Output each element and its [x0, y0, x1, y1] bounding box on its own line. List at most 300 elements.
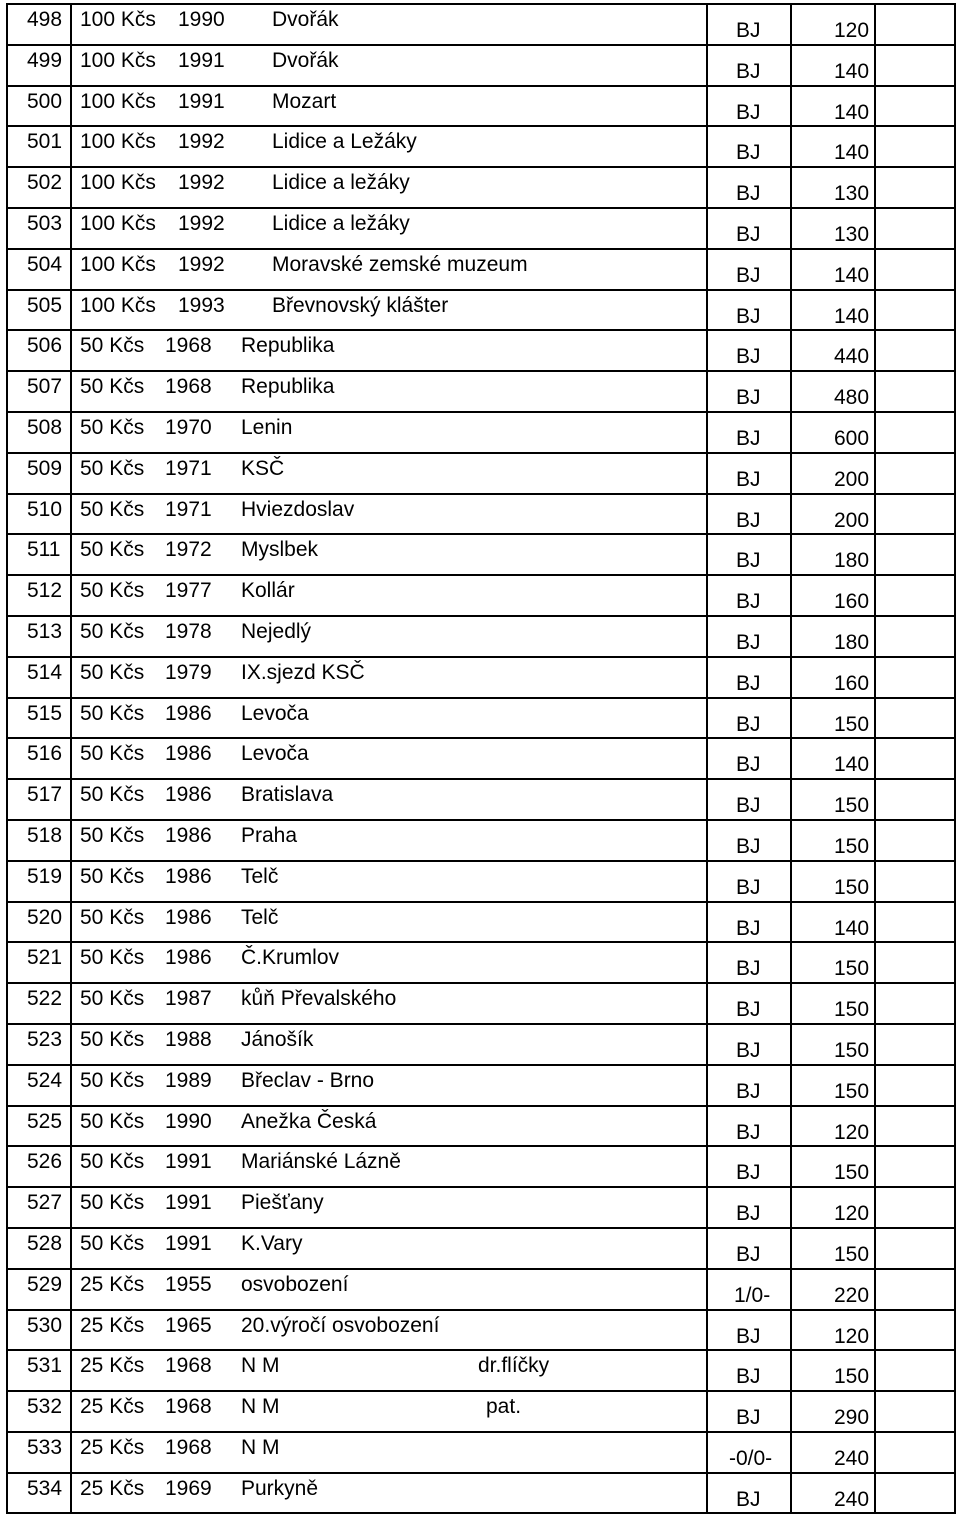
- item-number-cell: [8, 1392, 72, 1431]
- item-number-cell: [8, 1188, 72, 1227]
- item-number-cell: [8, 535, 72, 574]
- empty-cell: [876, 535, 956, 574]
- coin-name: K.Vary: [241, 1231, 303, 1255]
- denomination: 100 Kčs: [80, 293, 156, 317]
- coin-name: N M: [241, 1354, 280, 1378]
- item-number: 522: [27, 987, 63, 1011]
- price-cell: [792, 5, 876, 44]
- grade-cell: [708, 576, 792, 615]
- empty-cell: [876, 331, 956, 370]
- description-cell: [72, 1392, 708, 1431]
- denomination: 50 Kčs: [80, 334, 145, 358]
- item-number-cell: [8, 5, 72, 44]
- description-cell: [72, 454, 708, 493]
- empty-cell: [876, 1433, 956, 1472]
- table-row: [8, 658, 956, 699]
- year: 1972: [165, 538, 212, 562]
- price-cell: [792, 535, 876, 574]
- empty-cell: [876, 5, 956, 44]
- empty-cell: [876, 658, 956, 697]
- grade: BJ: [736, 426, 761, 450]
- price: 130: [834, 222, 870, 246]
- grade-cell: [708, 658, 792, 697]
- item-number-cell: [8, 454, 72, 493]
- year: 1971: [165, 497, 212, 521]
- item-number-cell: [8, 87, 72, 126]
- item-number-cell: [8, 209, 72, 248]
- table-row: [8, 1351, 956, 1392]
- table-row: [8, 168, 956, 209]
- item-number-cell: [8, 250, 72, 289]
- description-cell: [72, 127, 708, 166]
- grade-cell: [708, 291, 792, 330]
- item-number-cell: [8, 1107, 72, 1146]
- year: 1987: [165, 987, 212, 1011]
- grade: BJ: [736, 630, 761, 654]
- denomination: 50 Kčs: [80, 660, 145, 684]
- empty-cell: [876, 209, 956, 248]
- grade-cell: [708, 454, 792, 493]
- grade: BJ: [736, 957, 761, 981]
- grade: BJ: [736, 712, 761, 736]
- grade: BJ: [736, 834, 761, 858]
- year: 1993: [178, 293, 225, 317]
- description-cell: [72, 617, 708, 656]
- grade: BJ: [736, 222, 761, 246]
- grade-cell: [708, 617, 792, 656]
- grade: BJ: [736, 794, 761, 818]
- price-cell: [792, 658, 876, 697]
- item-number: 515: [27, 701, 63, 725]
- price: 290: [834, 1406, 870, 1430]
- year: 1988: [165, 1027, 212, 1051]
- grade: BJ: [736, 304, 761, 328]
- empty-cell: [876, 1351, 956, 1390]
- grade: BJ: [736, 1079, 761, 1103]
- grade: BJ: [736, 753, 761, 777]
- grade-cell: [708, 780, 792, 819]
- denomination: 50 Kčs: [80, 1150, 145, 1174]
- denomination: 100 Kčs: [80, 89, 156, 113]
- item-number: 529: [27, 1272, 63, 1296]
- grade-cell: [708, 1025, 792, 1064]
- grade: BJ: [736, 1120, 761, 1144]
- empty-cell: [876, 495, 956, 534]
- year: 1968: [165, 1435, 212, 1459]
- description-cell: [72, 1351, 708, 1390]
- description-cell: [72, 576, 708, 615]
- denomination: 100 Kčs: [80, 252, 156, 276]
- denomination: 50 Kčs: [80, 1109, 145, 1133]
- price: 200: [834, 508, 870, 532]
- grade: BJ: [736, 875, 761, 899]
- item-number-cell: [8, 127, 72, 166]
- price: 160: [834, 590, 870, 614]
- coin-name: Moravské zemské muzeum: [272, 252, 528, 276]
- table-row: [8, 617, 956, 658]
- item-number: 519: [27, 864, 63, 888]
- empty-cell: [876, 1066, 956, 1105]
- description-cell: [72, 984, 708, 1023]
- price: 140: [834, 141, 870, 165]
- price-cell: [792, 1474, 876, 1513]
- grade: BJ: [736, 508, 761, 532]
- description-cell: [72, 5, 708, 44]
- price-cell: [792, 372, 876, 411]
- coin-name: Telč: [241, 905, 279, 929]
- year: 1968: [165, 334, 212, 358]
- coin-name: Lidice a ležáky: [272, 211, 410, 235]
- item-number: 507: [27, 375, 63, 399]
- table-row: [8, 454, 956, 495]
- price-cell: [792, 1270, 876, 1309]
- empty-cell: [876, 1392, 956, 1431]
- price: 600: [834, 426, 870, 450]
- denomination: 25 Kčs: [80, 1476, 145, 1500]
- empty-cell: [876, 250, 956, 289]
- description-cell: [72, 1107, 708, 1146]
- price-cell: [792, 1147, 876, 1186]
- denomination: 100 Kčs: [80, 130, 156, 154]
- price: 120: [834, 1324, 870, 1348]
- price-cell: [792, 127, 876, 166]
- item-number: 532: [27, 1395, 63, 1419]
- price-cell: [792, 1351, 876, 1390]
- price: 150: [834, 712, 870, 736]
- item-number: 514: [27, 660, 63, 684]
- coin-name: N M: [241, 1435, 280, 1459]
- grade-cell: [708, 862, 792, 901]
- description-cell: [72, 699, 708, 738]
- table-row: [8, 1270, 956, 1311]
- item-number: 517: [27, 783, 63, 807]
- year: 1992: [178, 211, 225, 235]
- year: 1986: [165, 742, 212, 766]
- table-row: [8, 1188, 956, 1229]
- table-row: [8, 862, 956, 903]
- denomination: 50 Kčs: [80, 375, 145, 399]
- description-cell: [72, 1270, 708, 1309]
- year: 1969: [165, 1476, 212, 1500]
- item-number: 524: [27, 1068, 63, 1092]
- note: dr.flíčky: [478, 1354, 550, 1378]
- grade-cell: [708, 1107, 792, 1146]
- item-number-cell: [8, 943, 72, 982]
- item-number-cell: [8, 739, 72, 778]
- coin-name: Jánošík: [241, 1027, 314, 1051]
- table-row: [8, 5, 956, 46]
- description-cell: [72, 780, 708, 819]
- empty-cell: [876, 943, 956, 982]
- item-number-cell: [8, 372, 72, 411]
- item-number-cell: [8, 862, 72, 901]
- price-cell: [792, 495, 876, 534]
- denomination: 50 Kčs: [80, 1068, 145, 1092]
- empty-cell: [876, 862, 956, 901]
- description-cell: [72, 1474, 708, 1513]
- year: 1986: [165, 701, 212, 725]
- item-number-cell: [8, 576, 72, 615]
- item-number: 534: [27, 1476, 63, 1500]
- grade-cell: [708, 495, 792, 534]
- empty-cell: [876, 168, 956, 207]
- denomination: 50 Kčs: [80, 946, 145, 970]
- price-cell: [792, 943, 876, 982]
- item-number: 512: [27, 579, 63, 603]
- year: 1992: [178, 130, 225, 154]
- grade-cell: [708, 1433, 792, 1472]
- year: 1991: [165, 1150, 212, 1174]
- item-number-cell: [8, 1147, 72, 1186]
- coin-name: kůň Převalského: [241, 987, 397, 1011]
- empty-cell: [876, 1147, 956, 1186]
- empty-cell: [876, 1229, 956, 1268]
- price: 480: [834, 386, 870, 410]
- price: 140: [834, 100, 870, 124]
- table-row: [8, 739, 956, 780]
- grade: BJ: [736, 1365, 761, 1389]
- coin-name: Nejedlý: [241, 619, 312, 643]
- price: 140: [834, 263, 870, 287]
- denomination: 25 Kčs: [80, 1354, 145, 1378]
- item-number-cell: [8, 1025, 72, 1064]
- price: 150: [834, 1161, 870, 1185]
- item-number: 503: [27, 211, 63, 235]
- description-cell: [72, 168, 708, 207]
- price-cell: [792, 699, 876, 738]
- grade: BJ: [736, 590, 761, 614]
- grade-cell: [708, 1229, 792, 1268]
- empty-cell: [876, 1474, 956, 1513]
- year: 1986: [165, 823, 212, 847]
- table-row: [8, 821, 956, 862]
- empty-cell: [876, 903, 956, 942]
- grade-cell: [708, 1188, 792, 1227]
- year: 1991: [165, 1231, 212, 1255]
- year: 1970: [165, 415, 212, 439]
- price: 440: [834, 345, 870, 369]
- item-number: 513: [27, 619, 63, 643]
- item-number-cell: [8, 780, 72, 819]
- price: 220: [834, 1283, 870, 1307]
- price-cell: [792, 984, 876, 1023]
- grade-cell: [708, 413, 792, 452]
- price: 150: [834, 1365, 870, 1389]
- item-number: 508: [27, 415, 63, 439]
- price: 140: [834, 59, 870, 83]
- grade-cell: [708, 250, 792, 289]
- coin-name: Mozart: [272, 89, 337, 113]
- coin-name: KSČ: [241, 456, 285, 480]
- item-number: 502: [27, 171, 63, 195]
- year: 1991: [178, 48, 225, 72]
- year: 1990: [165, 1109, 212, 1133]
- price-cell: [792, 87, 876, 126]
- year: 1971: [165, 456, 212, 480]
- year: 1979: [165, 660, 212, 684]
- empty-cell: [876, 127, 956, 166]
- year: 1978: [165, 619, 212, 643]
- table-row: [8, 1392, 956, 1433]
- item-number: 518: [27, 823, 63, 847]
- grade-cell: [708, 127, 792, 166]
- empty-cell: [876, 372, 956, 411]
- table-row: [8, 903, 956, 944]
- empty-cell: [876, 454, 956, 493]
- grade: BJ: [736, 1202, 761, 1226]
- empty-cell: [876, 46, 956, 85]
- item-number: 499: [27, 48, 63, 72]
- table-row: [8, 780, 956, 821]
- denomination: 50 Kčs: [80, 783, 145, 807]
- empty-cell: [876, 780, 956, 819]
- grade-cell: [708, 1474, 792, 1513]
- year: 1968: [165, 1354, 212, 1378]
- table-row: [8, 1433, 956, 1474]
- description-cell: [72, 413, 708, 452]
- price-cell: [792, 331, 876, 370]
- coin-name: Dvořák: [272, 48, 339, 72]
- item-number-cell: [8, 1311, 72, 1350]
- empty-cell: [876, 1107, 956, 1146]
- denomination: 25 Kčs: [80, 1313, 145, 1337]
- year: 1977: [165, 579, 212, 603]
- item-number-cell: [8, 903, 72, 942]
- year: 1968: [165, 1395, 212, 1419]
- grade: BJ: [736, 549, 761, 573]
- year: 1986: [165, 946, 212, 970]
- coin-name: Mariánské Lázně: [241, 1150, 401, 1174]
- table-row: [8, 1311, 956, 1352]
- coin-name: N M: [241, 1395, 280, 1419]
- empty-cell: [876, 1311, 956, 1350]
- price-cell: [792, 1433, 876, 1472]
- price-cell: [792, 780, 876, 819]
- year: 1986: [165, 864, 212, 888]
- grade-cell: [708, 1270, 792, 1309]
- price-cell: [792, 1311, 876, 1350]
- description-cell: [72, 1188, 708, 1227]
- table-row: [8, 495, 956, 536]
- denomination: 50 Kčs: [80, 864, 145, 888]
- coin-name: Lenin: [241, 415, 293, 439]
- empty-cell: [876, 413, 956, 452]
- grade: -0/0-: [729, 1446, 773, 1470]
- coin-name: Anežka Česká: [241, 1109, 377, 1133]
- denomination: 50 Kčs: [80, 987, 145, 1011]
- price: 140: [834, 916, 870, 940]
- grade-cell: [708, 168, 792, 207]
- price-cell: [792, 1392, 876, 1431]
- price: 180: [834, 549, 870, 573]
- item-number: 498: [27, 8, 63, 31]
- item-number: 504: [27, 252, 63, 276]
- note: pat.: [486, 1395, 522, 1419]
- grade-cell: [708, 87, 792, 126]
- item-number-cell: [8, 1270, 72, 1309]
- coin-name: Republika: [241, 375, 335, 399]
- item-number-cell: [8, 984, 72, 1023]
- description-cell: [72, 291, 708, 330]
- denomination: 50 Kčs: [80, 701, 145, 725]
- item-number: 528: [27, 1231, 63, 1255]
- price-cell: [792, 168, 876, 207]
- table-row: [8, 372, 956, 413]
- year: 1991: [178, 89, 225, 113]
- grade: BJ: [736, 916, 761, 940]
- table-row: [8, 984, 956, 1025]
- price: 200: [834, 467, 870, 491]
- coin-name: Č.Krumlov: [241, 946, 340, 970]
- coin-name: Hviezdoslav: [241, 497, 355, 521]
- price: 150: [834, 1242, 870, 1266]
- empty-cell: [876, 291, 956, 330]
- item-number-cell: [8, 168, 72, 207]
- item-number: 527: [27, 1191, 63, 1215]
- year: 1991: [165, 1191, 212, 1215]
- description-cell: [72, 1066, 708, 1105]
- grade: 1/0-: [734, 1283, 771, 1307]
- coin-name: Břevnovský klášter: [272, 293, 449, 317]
- price-cell: [792, 209, 876, 248]
- price-cell: [792, 903, 876, 942]
- description-cell: [72, 1025, 708, 1064]
- table-row: [8, 943, 956, 984]
- year: 1968: [165, 375, 212, 399]
- grade: BJ: [736, 100, 761, 124]
- denomination: 100 Kčs: [80, 8, 156, 31]
- year: 1990: [178, 8, 225, 31]
- coin-name: Telč: [241, 864, 279, 888]
- denomination: 50 Kčs: [80, 497, 145, 521]
- price: 240: [834, 1446, 870, 1470]
- table-row: [8, 1025, 956, 1066]
- price: 140: [834, 753, 870, 777]
- description-cell: [72, 87, 708, 126]
- grade: BJ: [736, 182, 761, 206]
- table-row: [8, 1229, 956, 1270]
- description-cell: [72, 821, 708, 860]
- grade: BJ: [736, 1161, 761, 1185]
- denomination: 100 Kčs: [80, 211, 156, 235]
- table-row: [8, 413, 956, 454]
- table-row: [8, 291, 956, 332]
- grade-cell: [708, 903, 792, 942]
- denomination: 50 Kčs: [80, 456, 145, 480]
- description-cell: [72, 495, 708, 534]
- denomination: 50 Kčs: [80, 538, 145, 562]
- coin-price-table: [6, 3, 956, 1514]
- grade: BJ: [736, 1487, 761, 1511]
- table-row: [8, 1147, 956, 1188]
- grade-cell: [708, 5, 792, 44]
- denomination: 25 Kčs: [80, 1395, 145, 1419]
- table-row: [8, 46, 956, 87]
- denomination: 50 Kčs: [80, 1231, 145, 1255]
- grade-cell: [708, 1311, 792, 1350]
- table-row: [8, 209, 956, 250]
- grade: BJ: [736, 19, 761, 42]
- item-number: 520: [27, 905, 63, 929]
- denomination: 50 Kčs: [80, 619, 145, 643]
- grade-cell: [708, 331, 792, 370]
- table-row: [8, 1107, 956, 1148]
- grade-cell: [708, 739, 792, 778]
- coin-name: Lidice a Ležáky: [272, 130, 417, 154]
- item-number-cell: [8, 46, 72, 85]
- price: 240: [834, 1487, 870, 1511]
- coin-name: osvobození: [241, 1272, 349, 1296]
